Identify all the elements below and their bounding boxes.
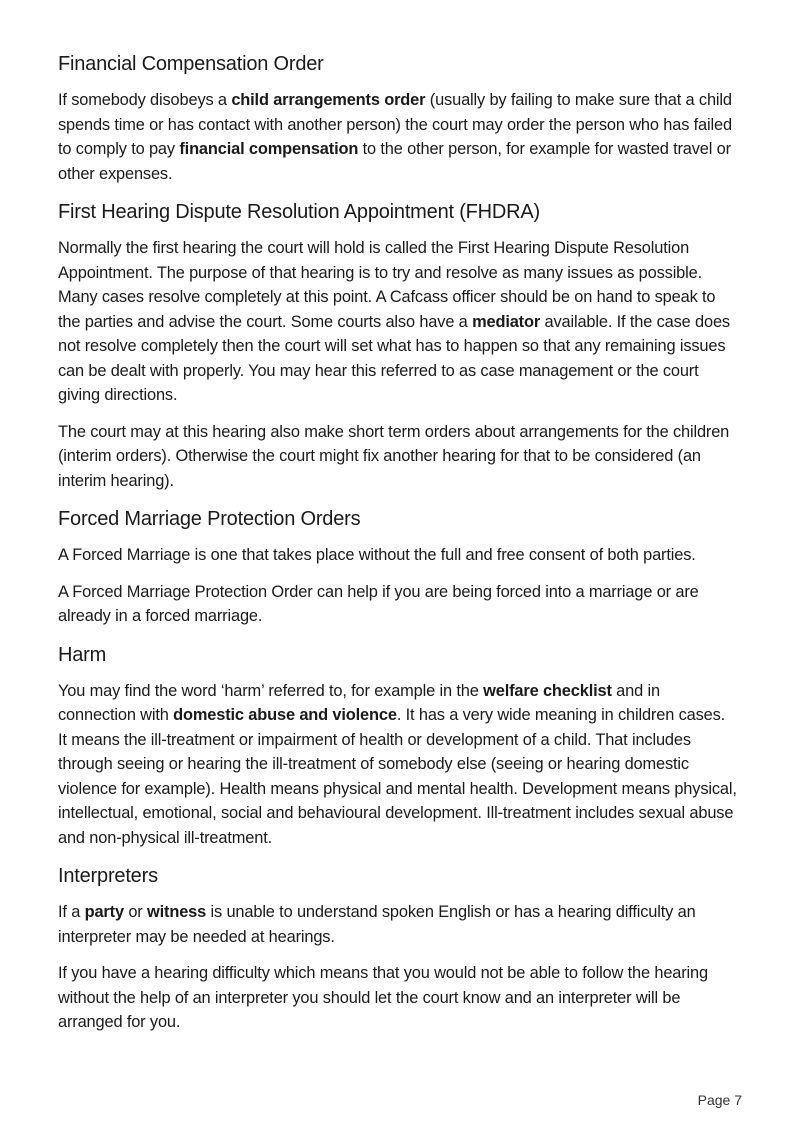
section-paragraph: If a party or witness is unable to understand spoken English or has a hearing difficulty an interpreter may be needed at hearings. — [58, 903, 696, 946]
section-harm — [58, 641, 738, 851]
section-heading: Forced Marriage Protection Orders — [58, 508, 361, 530]
glossary-term: child arrangements order — [231, 91, 426, 109]
section-fhdra — [58, 198, 738, 493]
section-paragraph: A Forced Marriage is one that takes place without the full and free consent of both parties. — [58, 546, 696, 564]
section-interpreters — [58, 862, 738, 1035]
section-paragraph: Normally the first hearing the court will hold is called the First Hearing Dispute Resolution Appointment. The purpose of that hearing is to try and resolve as many issues as possible. Many cases resolve completely at this point. A Cafcass officer should be on hand to speak to the parties and advise the court. Some courts also have a mediator available. If the case does not resolve completely then the court will set what has to happen so that any remaining issues can be dealt with properly. You may hear this referred to as case management or the court giving directions. — [58, 239, 730, 404]
section-financial-compensation-order — [58, 50, 738, 186]
section-paragraph: If you have a hearing difficulty which means that you would not be able to follow the hearing without the help of an interpreter you should let the court know and an interpreter will be arranged for you. — [58, 964, 708, 1031]
glossary-term: party — [84, 903, 124, 921]
section-paragraph: You may find the word ‘harm’ referred to, for example in the welfare checklist and in connection with domestic abuse and violence. It has a very wide meaning in children cases. It means the ill-treatment or impairment of health or development of a child. That includes through seeing or hearing the ill-treatment of somebody else (seeing or hearing domestic violence for example). Health means physical and mental health. Development means physical, intellectual, emotional, social and behavioural development. Ill-treatment includes sexual abuse and non-physical ill-treatment. — [58, 681, 737, 847]
section-paragraph: The court may at this hearing also make short term orders about arrangements for the children (interim orders). Otherwise the court might fix another hearing for that to be considered (an interim hearing). — [58, 422, 730, 490]
page-number: Page 7 — [697, 1092, 742, 1108]
section-heading: Financial Compensation Order — [58, 53, 324, 75]
glossary-term: welfare checklist — [483, 681, 612, 700]
section-paragraph: A Forced Marriage Protection Order can help if you are being forced into a marriage or are already in a forced marriage. — [58, 582, 699, 625]
glossary-term: financial compensation — [179, 140, 359, 158]
section-heading: Harm — [58, 643, 107, 666]
section-heading: First Hearing Dispute Resolution Appointment (FHDRA) — [58, 201, 541, 223]
document-page — [58, 50, 738, 1047]
section-heading: Interpreters — [58, 865, 158, 887]
section-paragraph: If somebody disobeys a child arrangements order (usually by failing to make sure that a child spends time or has contact with another person) the court may order the person who has failed to comply to pay financial compensation to the other person, for example for wasted travel or other expenses. — [58, 91, 732, 183]
glossary-term: domestic abuse and violence — [173, 706, 397, 724]
glossary-term: witness — [147, 903, 207, 921]
glossary-term: mediator — [472, 312, 541, 331]
section-forced-marriage-protection-orders — [58, 505, 738, 629]
